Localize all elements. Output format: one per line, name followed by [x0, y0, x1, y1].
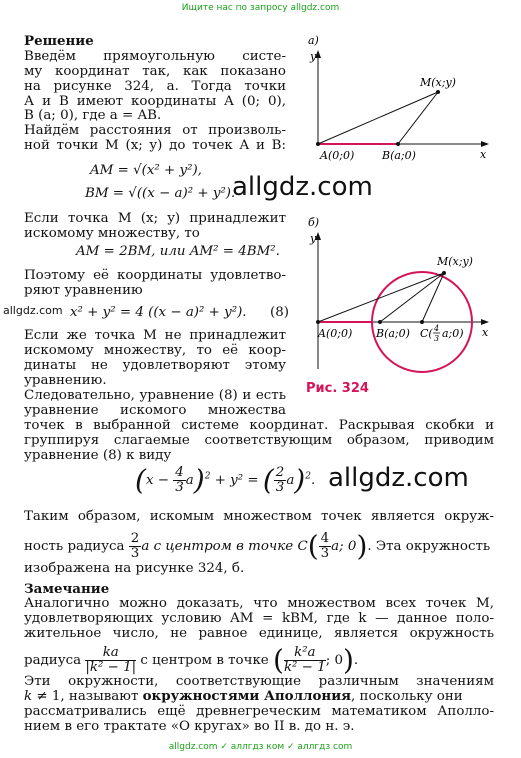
- watermark-2: allgdz.com: [3, 304, 63, 317]
- figure-b: [300, 214, 505, 374]
- col-line-2: му координат так, как показано: [24, 64, 286, 79]
- col-line-7: ной точки M (x; y) до точек A и B:: [24, 138, 286, 153]
- svg-text:a;0): a;0): [442, 327, 464, 340]
- full-line-3: точек в выбранной системе координат. Раскрывая скобки и: [24, 418, 494, 433]
- col3-line-1: Если же точка M не принадлежит: [24, 328, 286, 343]
- note-line-1: Аналогично можно доказать, что множеством всех точек M,: [24, 596, 494, 611]
- result-line-2: ность радиуса $\frac{2}{3}$ a с центром в точке C( $\frac{4}{3}$ a; 0). Эта окружность: [24, 529, 491, 563]
- svg-text:M(x;y): M(x;y): [437, 255, 473, 268]
- svg-text:4: 4: [434, 324, 440, 333]
- full-line-1: Следовательно, уравнение (8) и есть: [24, 388, 286, 403]
- figure-a: [300, 32, 505, 167]
- full-line-5: уравнение (8) к виду: [24, 448, 172, 463]
- col2-line-2: искомому множеству, то: [24, 226, 200, 241]
- final-line-2: k ≠ 1, называют окружностями Аполлония, поскольку они: [24, 688, 463, 704]
- col2-line-4: Поэтому её координаты удовлетво-: [24, 268, 286, 283]
- final-line-1: Эти окружности, соответствующие различным значениям: [24, 674, 494, 689]
- equation-8-number: (8): [270, 305, 289, 320]
- full-line-4: группируя слагаемые соответствующим образом, приводим: [24, 433, 494, 448]
- col3-line-2: искомому множеству, то её коор-: [24, 343, 286, 358]
- result-line-3: изображена на рисунке 324, б.: [24, 561, 245, 576]
- note-line-3: жительное число, не равное единице, является окружность: [24, 626, 494, 641]
- svg-text:M(x;y): M(x;y): [420, 76, 456, 89]
- col2-line-1: Если точка M (x; y) принадлежит: [24, 211, 286, 226]
- formula-am: AM = √(x² + y²),: [90, 163, 202, 178]
- col-line-1: Введём прямоугольную систе-: [24, 49, 286, 64]
- col3-line-3: динаты не удовлетворяют этому: [24, 358, 286, 373]
- formula-bm: BM = √((x − a)² + y²).: [85, 186, 236, 201]
- watermark-3: allgdz.com: [328, 463, 469, 493]
- result-line-1: Таким образом, искомым множеством точек является окруж-: [24, 509, 494, 524]
- full-line-2: уравнение искомого множества: [24, 403, 286, 418]
- col-line-6: Найдём расстояния от произволь-: [24, 123, 286, 138]
- col-line-5: B (a; 0), где a = AB.: [24, 108, 162, 123]
- watermark-1: allgdz.com: [232, 172, 373, 202]
- col3-line-4: уравнению.: [24, 373, 107, 388]
- fig-a-label: а): [308, 34, 319, 47]
- col-line-3: на рисунке 324, а. Тогда точки: [24, 79, 286, 94]
- section-title: Решение: [24, 33, 94, 49]
- svg-text:C(: C(: [420, 327, 433, 340]
- col2-line-5: ряют уравнению: [24, 283, 143, 298]
- header-link[interactable]: Ищите нас по запросу allgdz.com: [181, 3, 340, 13]
- svg-text:B(a;0): B(a;0): [382, 149, 416, 162]
- svg-text:y: y: [310, 232, 317, 245]
- col-line-4: А и В имеют координаты A (0; 0),: [24, 94, 286, 109]
- svg-text:3: 3: [434, 334, 440, 343]
- figure-caption: Рис. 324: [306, 381, 369, 396]
- svg-text:A(0;0): A(0;0): [318, 327, 353, 340]
- svg-text:A(0;0): A(0;0): [320, 149, 355, 162]
- col2-line-3: AM = 2BM, или AM² = 4BM².: [76, 244, 280, 259]
- final-line-3: рассматривались ещё древнегреческим математиком Аполло-: [24, 704, 494, 719]
- svg-text:x: x: [480, 148, 487, 161]
- note-title: Замечание: [24, 581, 110, 597]
- circle-equation: (x − $\frac{4}{3}$ a)$^2$ + y² = ( $\frac{2}{3}$ a)$^2$.: [135, 463, 316, 497]
- svg-text:y: y: [310, 50, 317, 63]
- svg-text:x: x: [482, 326, 489, 339]
- note-line-2: удовлетворяющих условию AM = kBM, где k — данное поло-: [24, 611, 494, 626]
- fig-b-label: б): [308, 216, 320, 229]
- final-line-4: нием в его трактате «О кругах» во II в. до н. э.: [24, 719, 355, 734]
- footer-links[interactable]: allgdz.com ✓ аллгдз ком ✓ аллгдз com: [168, 742, 353, 752]
- radius-line: радиуса $\frac{ka}{\text{|k² − 1|}}$ с центром в точке ( $\frac{\text{k²a}}{\text{k² − 1}}$ ; 0).: [24, 643, 359, 677]
- equation-8: x² + y² = 4 ((x − a)² + y²).: [70, 305, 247, 320]
- svg-text:B(a;0): B(a;0): [376, 327, 410, 340]
